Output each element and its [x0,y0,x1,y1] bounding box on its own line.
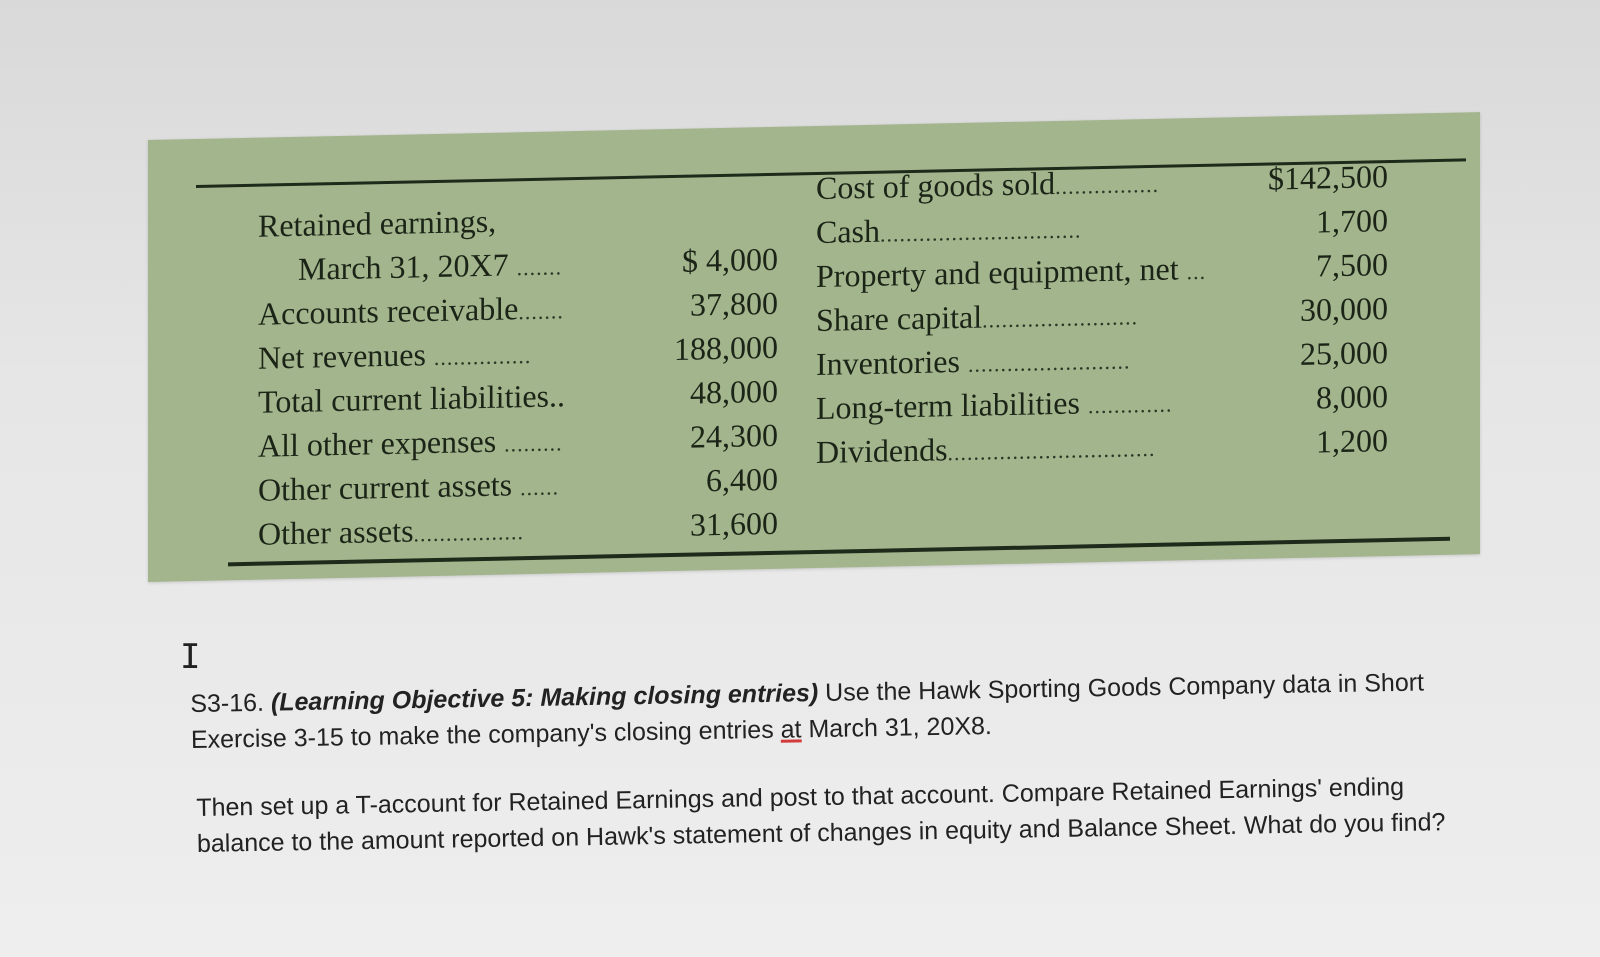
exercise-number: S3-16. [190,688,265,718]
exercise-instructions: Then set up a T-account for Retained Earnings and post to that account. Compare Retained Earnings' ending balance to the amount reported on Hawk's statement of changes in equity and Balance Sheet. What do you find? [196,772,1446,858]
table-row-label: Accounts receivable....... [258,290,564,332]
table-row-value: 31,600 [690,504,778,543]
table-row-label: Cash............................... [816,212,1082,251]
table-row-label: All other expenses ......... [258,422,563,464]
table-row-label: Long-term liabilities ............. [816,384,1173,427]
table-row-value: 24,300 [690,416,778,455]
table-row-value [618,193,778,240]
table-row-value: $ 4,000 [682,240,778,279]
table-row-value: 30,000 [1300,290,1388,328]
table-row-value: 8,000 [1316,378,1388,416]
table-row-value: 25,000 [1300,334,1388,372]
table-row-value: 7,500 [1316,246,1388,284]
table-row-label: Dividends................................ [816,431,1156,471]
table-row-label: Property and equipment, net ... [816,250,1207,295]
table-row-value: 48,000 [690,372,778,411]
table-row-label: March 31, 20X7 ....... [298,246,563,287]
left-labels-column [258,197,598,556]
right-labels-column [816,158,1206,474]
table-row-value: 6,400 [706,460,778,499]
exercise-text: Use the Hawk Sporting Goods Company data in Short Exercise 3-15 to make the company's closing entries [190,668,1425,754]
table-row-label: Net revenues ............... [258,336,532,376]
table-row-label: Other current assets ...... [258,466,560,508]
table-row-label: Cost of goods sold................ [816,164,1160,207]
right-values-column [1228,154,1388,465]
text-cursor-icon: I [180,637,201,677]
data-table-panel [148,112,1480,582]
table-row-label: Total current liabilities.. [258,377,565,420]
left-values-column [618,193,778,548]
table-row-value: 37,800 [690,284,778,323]
table-row-label: Inventories ......................... [816,342,1131,383]
spellcheck-word[interactable]: at [780,715,802,744]
table-row-value: 188,000 [674,328,778,367]
table-row-label: Share capital........................ [816,298,1139,339]
table-row-value: $142,500 [1268,158,1388,197]
table-row-label: Retained earnings, [258,202,497,244]
table-row-value: 1,200 [1316,422,1388,460]
table-row-label: Other assets................. [258,512,525,552]
exercise-date: March 31, 20X8. [808,712,993,744]
learning-objective: (Learning Objective 5: Making closing entries) [270,679,819,717]
exercise-prompt [190,664,1451,758]
table-row-value: 1,700 [1316,202,1388,240]
